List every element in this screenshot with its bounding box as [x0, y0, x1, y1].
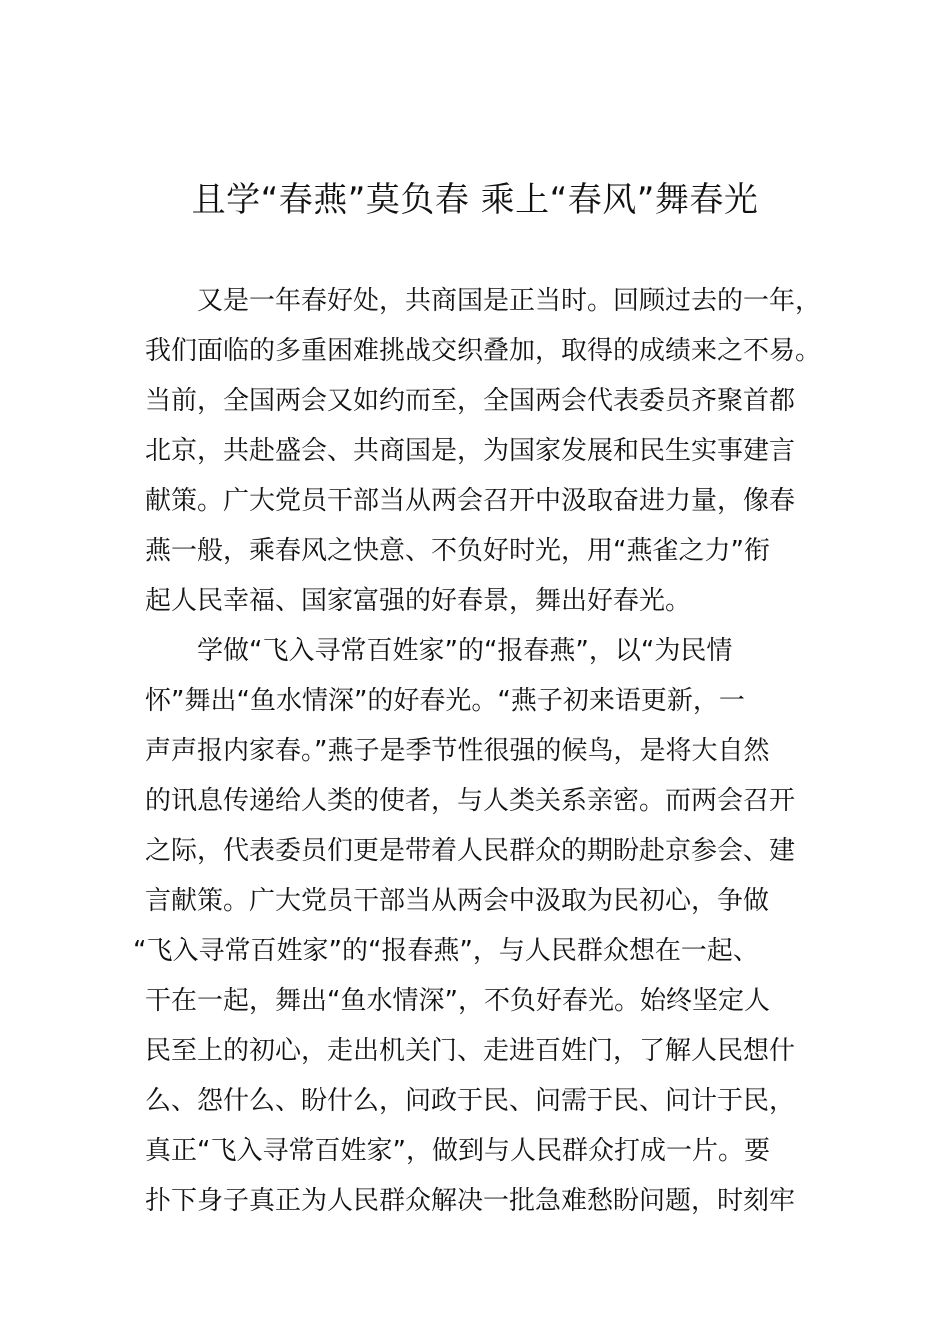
paragraph-line: 声声报内家春。”燕子是季节性很强的候鸟，是将大自然: [145, 736, 770, 766]
paragraph-line: 干在一起，舞出“鱼水情深”，不负好春光。始终坚定人: [145, 986, 770, 1016]
paragraph-line: 我们面临的多重困难挑战交织叠加，取得的成绩来之不易。: [145, 336, 822, 366]
paragraph-line: 燕一般，乘春风之快意、不负好时光，用“燕雀之力”衔: [145, 536, 770, 566]
paragraph-line: 献策。广大党员干部当从两会召开中汲取奋进力量，像春: [145, 486, 796, 516]
paragraph-line: 当前，全国两会又如约而至，全国两会代表委员齐聚首都: [145, 386, 796, 416]
paragraph-line: 怀”舞出“鱼水情深”的好春光。“燕子初来语更新，一: [145, 686, 745, 716]
paragraph-line: 的讯息传递给人类的使者，与人类关系亲密。而两会召开: [145, 786, 796, 816]
paragraph-line: 又是一年春好处，共商国是正当时。回顾过去的一年，: [197, 286, 822, 316]
paragraph-line: 真正“飞入寻常百姓家”，做到与人民群众打成一片。要: [145, 1136, 770, 1166]
paragraph-line: 之际，代表委员们更是带着人民群众的期盼赴京参会、建: [145, 836, 796, 866]
paragraph-line: 学做“飞入寻常百姓家”的“报春燕”，以“为民情: [197, 636, 733, 666]
document-body: [133, 276, 822, 1226]
paragraph-line: 言献策。广大党员干部当从两会中汲取为民初心，争做: [145, 886, 770, 916]
paragraph-line: 么、怨什么、盼什么，问政于民、问需于民、问计于民，: [145, 1086, 796, 1116]
paragraph-line: 起人民幸福、国家富强的好春景，舞出好春光。: [145, 586, 692, 616]
document-title: 且学“春燕”莫负春 乘上“春风”舞春光: [191, 180, 759, 220]
paragraph-line: 扑下身子真正为人民群众解决一批急难愁盼问题，时刻牢: [145, 1186, 796, 1216]
paragraph-line: 北京，共赴盛会、共商国是，为国家发展和民生实事建言: [145, 436, 796, 466]
paragraph-line: “飞入寻常百姓家”的“报春燕”，与人民群众想在一起、: [133, 936, 759, 966]
paragraph-line: 民至上的初心，走出机关门、走进百姓门，了解人民想什: [145, 1036, 796, 1066]
